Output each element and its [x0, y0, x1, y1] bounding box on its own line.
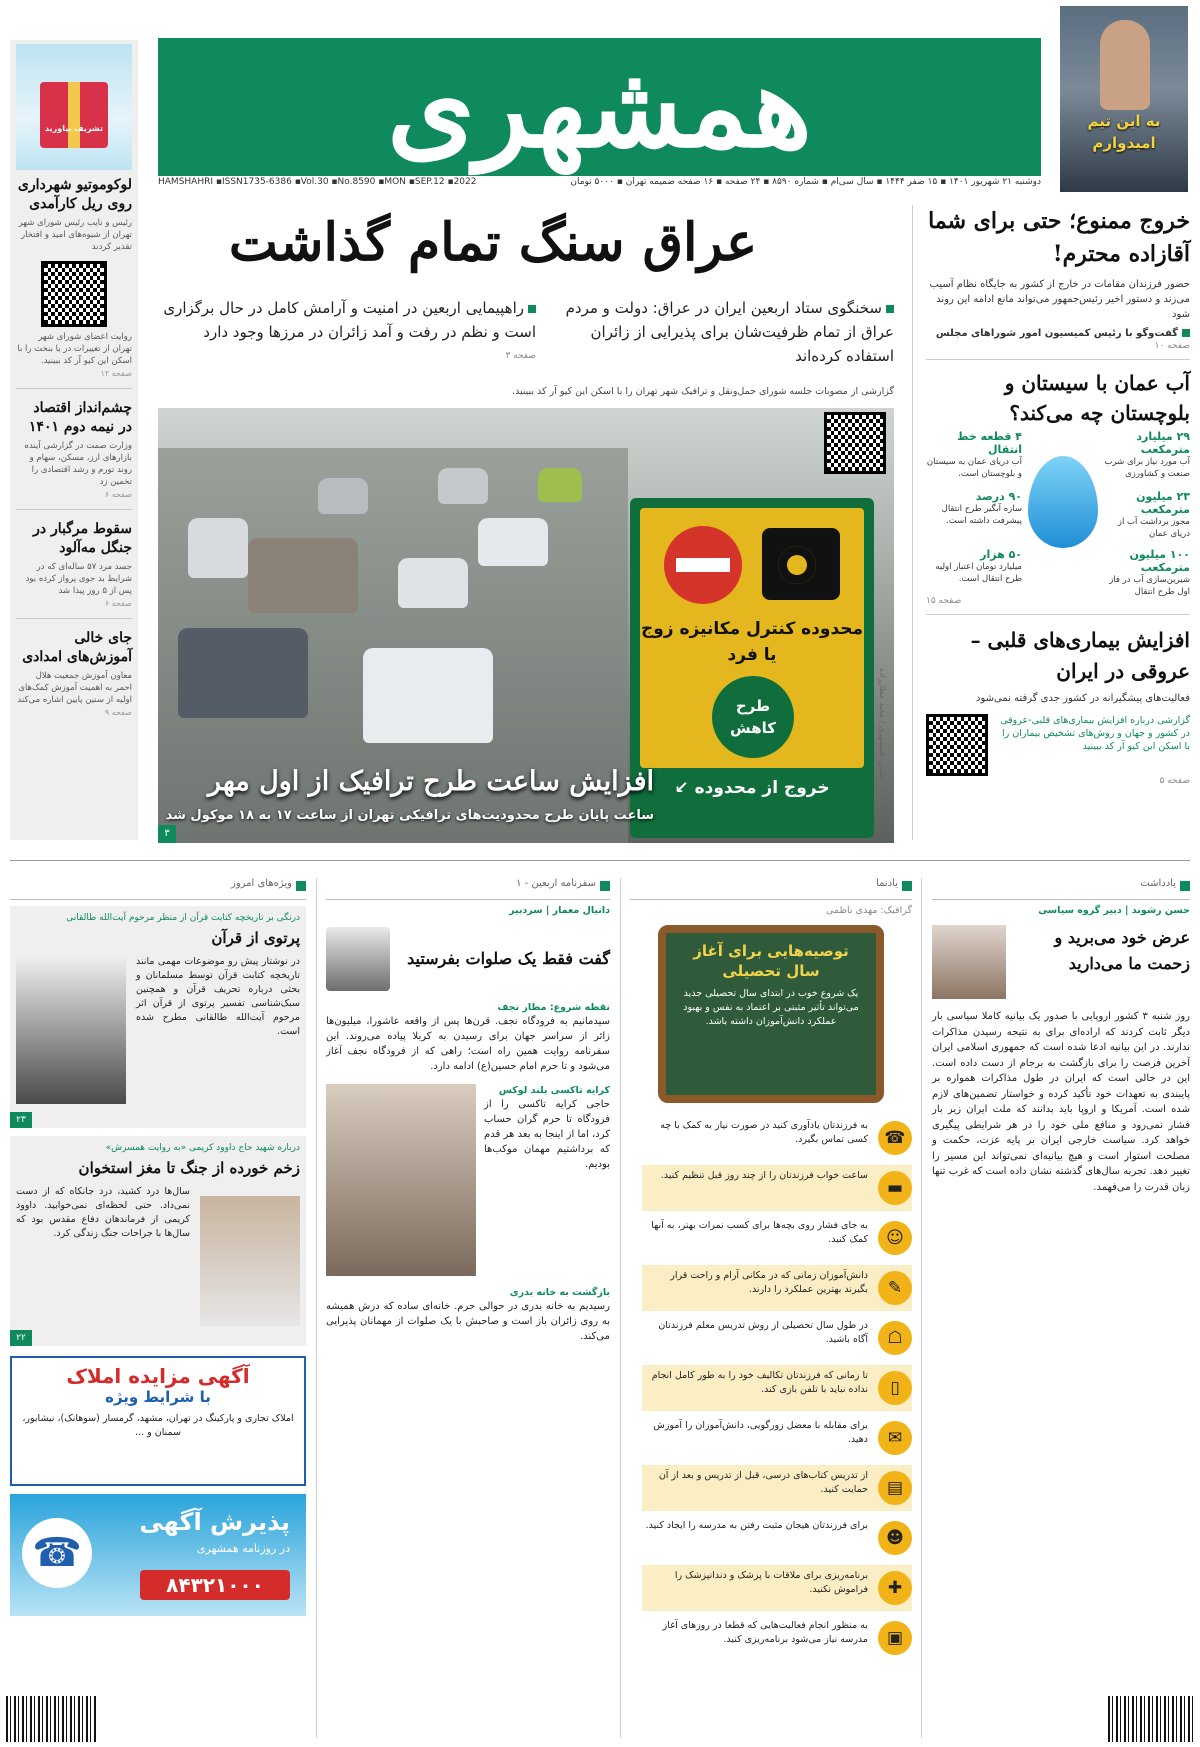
advert-phone[interactable]: ۸۴۳۲۱۰۰۰	[140, 1570, 290, 1600]
travelogue-body: رسیدیم به خانه بدری در حوالی حرم. خانه‌ای ساده که درش همیشه به روی زائران باز است و صاحبش با یک صلوات از مهمانان پذیرایی می‌کند.	[326, 1301, 610, 1342]
tip-item	[642, 1365, 912, 1411]
masthead-logo[interactable]	[158, 38, 1041, 176]
advert-title: پذیرش آگهی	[139, 1508, 290, 1536]
main-photo[interactable]	[158, 408, 894, 843]
stat-label: میلیارد تومان اعتبار اولیه طرح انتقال است.	[935, 562, 1022, 584]
logo-text: همشهری	[387, 41, 812, 173]
left-story-body: جسد مرد ۵۷ ساله‌ای که در شرایط بد جوی پرواز کرده بود پس از ۵ روز پیدا شد	[25, 562, 132, 596]
tip-item	[642, 1415, 912, 1461]
stat-value: ۱۰۰ میلیون مترمکعب	[1129, 548, 1190, 574]
car	[363, 648, 493, 743]
photo-credit: عکس: همشهری / مجید عطارزاده	[878, 668, 887, 781]
tip-item	[642, 1515, 912, 1561]
special-portrait	[200, 1196, 300, 1326]
left-qr-note-text: روایت اعضای شورای شهر تهران از تغییرات در یا بنخت را با اسکن این کیو آر کد ببینید.	[17, 332, 132, 366]
left-qr-code[interactable]	[41, 261, 107, 327]
left-story-body: وزارت صمت در گزارشی آینده بازارهای ارز، مسکن، سهام و روند تورم و رشد اقتصادی را تخمین زد	[24, 441, 132, 487]
travelogue-body: سیدمانیم به فرودگاه نجف. قرن‌ها پس از واقعه عاشورا، میلیون‌ها زائر از سراسر جهان برای رسیدن به کربلا پیاده می‌روند. این سفرنامه روایت همین راه است؛ راهی که از فرودگاه نجف آغاز می‌شود و تا حرم امام حسین(ع) ادامه دارد.	[326, 1016, 610, 1072]
student-icon: ☺	[878, 1221, 912, 1255]
specials-column	[10, 878, 306, 1616]
gift-ribbon-icon	[68, 82, 80, 148]
car	[178, 628, 308, 718]
tip-text: دانش‌آموزان زمانی که در مکانی آرام و راحت قرار بگیرند بهترین عملکرد را دارند.	[670, 1270, 868, 1295]
phone-icon: ☎	[878, 1121, 912, 1155]
stat-block	[1098, 490, 1190, 540]
special-title: پرتوی از قرآن	[211, 929, 300, 947]
barcode-left	[6, 1696, 98, 1742]
tip-item	[642, 1615, 912, 1661]
tip-text: به فرزندتان یادآوری کنید در صورت نیاز به کمک با چه کسی تماس بگیرد.	[660, 1120, 868, 1145]
chalkboard	[658, 925, 884, 1103]
tip-item	[642, 1465, 912, 1511]
car	[538, 468, 582, 502]
main-page-ref: صفحه ۳	[505, 351, 536, 361]
bullet-icon	[528, 305, 536, 313]
column-divider	[316, 878, 317, 1738]
editorial-title[interactable]: عرض خود می‌برید و زحمت ما می‌دارید	[1054, 928, 1190, 973]
tip-text: برنامه‌ریزی برای ملاقات با پزشک و دندانپزشک را فراموش نکنید.	[674, 1570, 868, 1595]
stat-block	[926, 548, 1022, 585]
special-portrait	[16, 954, 126, 1104]
right-column	[926, 205, 1190, 786]
main-subhead-left[interactable]	[158, 296, 536, 368]
tip-text: به جای فشار روی بچه‌ها برای کسب نمرات بهتر، به آنها کمک کنید.	[651, 1220, 868, 1245]
car	[318, 478, 368, 514]
right-story-1[interactable]	[926, 205, 1190, 351]
sign-exit-text	[630, 778, 874, 798]
bullet-icon	[1182, 329, 1190, 337]
tip-item	[642, 1315, 912, 1361]
main-headline[interactable]: عراق سنگ تمام گذاشت	[228, 212, 758, 273]
special-body: در نوشتار پیش رو موضوعات مهمی مانند تاریخچه کتابت قرآن توسط مسلمانان و بحثی درباره تحریف قرآن و همچنین سبک‌شناسی تفسیر پرتوی از قرآن اثر مرحوم آیت‌الله طالقانی مطرح شده است.	[136, 956, 300, 1037]
sign-exit-label: خروج از محدوده	[694, 778, 830, 798]
tip-text: ساعت خواب فرزندتان را از چند روز قبل تنظیم کنید.	[660, 1170, 868, 1181]
left-story-ref: صفحه ۶	[104, 490, 132, 499]
column-divider	[620, 878, 621, 1738]
car	[188, 518, 248, 578]
stat-block	[1098, 548, 1190, 598]
travelogue-author: دانیال معمار | سردبیر	[509, 905, 610, 916]
travelogue-subhead: بازگشت به خانه بدری	[509, 1287, 610, 1298]
travelogue-section-title: سفرنامه اربعین - ۱	[326, 878, 610, 900]
bed-icon: ▬	[878, 1171, 912, 1205]
stat-label: مجوز برداشت آب از دریای عمان	[1117, 517, 1190, 539]
tips-column	[630, 878, 912, 1675]
divider	[926, 614, 1190, 615]
tip-text: برای فرزندتان هیجان مثبت رفتن به مدرسه را ایجاد کنید.	[645, 1520, 868, 1531]
left-story-body: رئیس و نایب رئیس شورای شهر تهران از شیوه‌های امید و افتخار تقدیر کردند	[18, 218, 132, 252]
right-qr-code[interactable]	[926, 714, 988, 776]
sign-panel	[640, 508, 864, 768]
water-drop-icon	[1028, 456, 1098, 548]
travelogue-column	[326, 878, 610, 1344]
dateline-latin: HAMSHAHRI ▪ISSN1735-6386 ▪Vol.30 ▪No.8590 ▪MON ▪SEP.12 ▪2022	[158, 177, 477, 187]
tip-text: از تدریس کتاب‌های درسی، قبل از تدریس و بعد از آن حمایت کنید.	[658, 1470, 868, 1495]
stat-value: ۵۰ هزار	[980, 548, 1022, 561]
travelogue-subhead: کرایه تاکسی بلند لوکس	[498, 1085, 610, 1096]
advert-sub: در روزنامه همشهری	[196, 1542, 290, 1555]
stat-value: ۴ قطعه خط انتقال	[957, 430, 1022, 456]
left-story-title: لوکوموتیو شهرداری روی ریل کارآمدی	[17, 177, 132, 212]
tip-item	[642, 1115, 912, 1161]
left-sidebar	[10, 40, 138, 840]
dateline-persian: دوشنبه ۲۱ شهریور ۱۴۰۱ ▪ ۱۵ صفر ۱۴۴۴ ▪ سال سی‌ام ▪ شماره ۸۵۹۰ ▪ ۲۴ صفحه ▪ ۱۶ صفحه ضمیمه تهران ▪ ۵۰۰۰ تومان	[570, 177, 1041, 187]
left-ad-gift-image[interactable]	[16, 44, 132, 170]
right-story-3-title: افزایش بیماری‌های قلبی – عروقی در ایران	[970, 628, 1190, 683]
tv-icon: ▣	[878, 1621, 912, 1655]
tips-list	[630, 1115, 912, 1675]
right-story-1-ref: صفحه ۱۰	[1154, 341, 1190, 351]
teacher-icon: ☖	[878, 1321, 912, 1355]
stat-value: ۲۹ میلیارد مترمکعب	[1136, 430, 1190, 456]
editorial-section-title: یادداشت	[932, 878, 1190, 900]
left-ad-text: تشریف بیاورید	[45, 124, 103, 133]
special-kicker: درنگی بر تاریخچه کتابت قرآن از منظر مرحوم آیت‌الله طالقانی	[66, 913, 300, 923]
left-story-body: معاون آموزش جمعیت هلال احمر به اهمیت آموزش کمک‌های اولیه از سنین پایین اشاره می‌کند	[17, 671, 132, 705]
photo-page-number: ۳	[158, 825, 176, 843]
tip-text: برای مقابله با معضل زورگویی، دانش‌آموزان را آموزش دهید.	[653, 1420, 868, 1445]
right-story-3[interactable]	[926, 625, 1190, 786]
editorial-column	[932, 878, 1190, 1195]
book-icon: ▤	[878, 1471, 912, 1505]
arrow-icon: ↙	[674, 778, 689, 798]
column-divider	[921, 878, 922, 1738]
specials-section-title: ویژه‌های امروز	[10, 878, 306, 900]
travel-photo[interactable]	[326, 1084, 476, 1276]
stat-block	[926, 490, 1022, 527]
travelogue-body: حاجی کرایه تاکسی را از فرودگاه تا حرم گران حساب کرد، اما از اینجا به بعد هر قدم که برداشتیم مهمان موکب‌ها بودیم.	[484, 1099, 610, 1170]
left-story-3[interactable]	[16, 520, 132, 608]
travelogue-subhead: نقطه شروع: مطار نجف	[497, 1002, 610, 1013]
left-story-4[interactable]	[16, 629, 132, 717]
chalkboard-body: یک شروع خوب در ابتدای سال تحصیلی جدید می‌تواند تأثیر مثبتی بر اعتماد به نفس و بهبود عملکرد دانش‌آموزان داشته باشد.	[683, 988, 859, 1027]
corner-ad-image[interactable]	[1060, 6, 1188, 192]
advert-acceptance-ad[interactable]	[10, 1494, 306, 1616]
stat-label: شیرین‌سازی آب در فاز اول طرح انتقال	[1109, 575, 1190, 597]
tip-item	[642, 1565, 912, 1611]
stat-value: ۹۰ درصد	[975, 490, 1022, 503]
auction-ad-title: آگهی مزایده املاک	[66, 1364, 250, 1388]
auction-ad-sub: با شرایط ویژه	[105, 1388, 211, 1406]
special-story-2[interactable]	[10, 1136, 306, 1346]
special-story-1[interactable]	[10, 906, 306, 1128]
divider	[16, 509, 132, 510]
dateline	[158, 177, 1041, 191]
special-kicker: درباره شهید حاج داوود کریمی «به روایت همسرش»	[105, 1143, 300, 1153]
right-story-3-body: فعالیت‌های پیشگیرانه در کشور جدی گرفته نمی‌شود	[975, 693, 1190, 704]
car	[478, 518, 548, 566]
travelogue-title[interactable]: گفت فقط یک صلوات بفرستید	[407, 949, 610, 968]
photo-qr-note-text: گزارشی از مصوبات جلسه شورای حمل‌ونقل و ترافیک شهر تهران را با اسکن این کیو آر کد ببینید.	[511, 386, 894, 397]
traffic-sign	[630, 498, 874, 838]
photo-subcaption: ساعت پایان طرح محدودیت‌های ترافیکی تهران از ساعت ۱۷ به ۱۸ موکول شد	[165, 808, 654, 823]
stat-value: ۲۳ میلیون مترمکعب	[1136, 490, 1190, 516]
right-story-1-body: حضور فرزندان مقامات در خارج از کشور به جایگاه نظام آسیب می‌زند و دستور اخیر رئیس‌جمهور می‌تواند مانع ادامه این روند شود	[929, 279, 1190, 320]
left-story-ref: صفحه ۶	[104, 599, 132, 608]
stat-block	[1098, 430, 1190, 480]
left-story-1[interactable]	[16, 176, 132, 253]
auction-ad[interactable]	[10, 1356, 306, 1486]
tip-item	[642, 1265, 912, 1311]
phone-icon: ☎	[22, 1518, 92, 1588]
left-story-title: سقوط مرگبار در جنگل مه‌آلود	[33, 521, 132, 556]
tip-text: تا زمانی که فرزندتان تکالیف خود را به طور کامل انجام نداده نباید با تلفن بازی کند.	[651, 1370, 868, 1395]
sign-text: محدوده کنترل مکانیزه زوج یا فرد	[640, 619, 864, 665]
column-divider	[912, 205, 913, 840]
main-subhead-right-text: سخنگوی ستاد اربعین ایران در عراق: دولت و مردم عراق از تمام ظرفیت‌شان برای پذیرایی از زائران استفاده کرده‌اند	[565, 299, 894, 365]
tips-author: گرافیک: مهدی ناظمی	[826, 905, 912, 916]
right-story-3-ref: صفحه ۵	[1159, 776, 1190, 786]
right-story-3-note-text: گزارشی درباره افزایش بیماری‌های قلبی-عروقی در کشور و جهان و روش‌های تشخیص بیماران را با اسکن این کیو آر کد ببینید	[1000, 715, 1190, 752]
right-story-2-title: آب عمان با سیستان و بلوچستان چه می‌کند؟	[1004, 371, 1190, 425]
tip-text: به منظور انجام فعالیت‌هایی که قطعا در روزهای آغاز مدرسه نیاز می‌شود برنامه‌ریزی کنید.	[662, 1620, 868, 1645]
car	[438, 468, 488, 504]
tip-item	[642, 1215, 912, 1261]
right-story-3-note	[996, 714, 1190, 776]
section-divider	[10, 860, 1190, 861]
special-body: سال‌ها درد کشید، درد جانکاه که از دست نمی‌داد. حتی لحظه‌ای نمی‌خوابید. داوود کریمی از فرماندهان دفاع مقدس بود که سال‌ها با جراحات جنگ زندگی کرد.	[16, 1186, 190, 1239]
corner-ad-text: به این تیم امیدوارم	[1087, 112, 1161, 152]
author-portrait	[326, 927, 390, 991]
photo-qr-note	[300, 386, 894, 397]
camera-icon	[762, 528, 840, 600]
left-qr-note	[16, 331, 132, 378]
editorial-author: حسن رشوند | دبیر گروه سیاسی	[1038, 905, 1190, 916]
chalkboard-title: توصیه‌هایی برای آغاز سال تحصیلی	[693, 942, 849, 980]
photo-qr-code[interactable]	[824, 412, 886, 474]
editorial-body: روز شنبه ۳ کشور اروپایی با صدور یک بیانیه کاملا سیاسی بار دیگر ثابت کردند که اراده‌ای برای به نتیجه رسیدن مذاکرات ندارند. در این بیانیه ادعا شده است که جمهوری اسلامی ایران آخرین فرصت را برای بازگشت به برجام از دست داده است. این در حالی است که ایران در طول مذاکرات همواره بر پایبندی به تعهدات خود تأکید کرده و خواستار تضمین‌های لازم شده است. آمریکا و اروپا باید بدانند که ملت ایران زیر بار فشار نمی‌رود و منافع ملی خود را در هر شرایطی پیگیری خواهد کرد. سیاست خارجی ایران بر پایه عزت، حکمت و مصلحت استوار است و هیچ بیانیه‌ای نمی‌تواند این مسیر را تغییر دهد. تجربه سال‌های گذشته نشان داده است که غرب تنها زبان قدرت را می‌فهمد.	[932, 1011, 1190, 1193]
stat-block	[926, 430, 1022, 480]
author-avatar	[932, 925, 1006, 999]
divider	[926, 359, 1190, 360]
left-story-title: جای خالی آموزش‌های امدادی	[22, 630, 132, 665]
desk-icon: ✎	[878, 1271, 912, 1305]
mobile-icon: ▯	[878, 1371, 912, 1405]
special-title: زخم خورده از جنگ تا مغز استخوان	[78, 1159, 300, 1177]
car	[248, 538, 358, 613]
main-subhead-right[interactable]	[550, 296, 894, 368]
right-story-2-ref: صفحه ۱۵	[926, 596, 962, 606]
divider	[16, 618, 132, 619]
sign-circle: طرح کاهش	[712, 676, 794, 758]
left-story-2[interactable]	[16, 399, 132, 499]
chat-icon: ✉	[878, 1421, 912, 1455]
bullet-icon	[886, 305, 894, 313]
divider	[16, 388, 132, 389]
barcode-right	[1108, 1696, 1194, 1742]
main-subhead-left-text: راهپیمایی اربعین در امنیت و آرامش کامل در حال برگزاری است و نظم در رفت و آمد زائران در مرزها وجود دارد	[163, 299, 536, 341]
special-page-number: ۲۲	[10, 1330, 32, 1346]
stat-label: آب مورد نیاز برای شرب صنعت و کشاورزی	[1104, 457, 1190, 479]
tips-section-title: یادنما	[630, 878, 912, 900]
right-story-1-title: خروج ممنوع؛ حتی برای شما آقازاده محترم!	[928, 208, 1190, 267]
no-entry-icon	[664, 526, 742, 604]
stat-label: آب دریای عمان به سیستان و بلوچستان است.	[926, 457, 1022, 479]
smile-icon: ☻	[878, 1521, 912, 1555]
stat-label: سازه آبگیر طرح انتقال پیشرفت داشته است.	[941, 504, 1022, 526]
left-qr-note-ref: صفحه ۱۲	[100, 369, 132, 378]
right-story-2[interactable]	[926, 368, 1190, 608]
left-story-title: چشم‌انداز اقتصاد در نیمه دوم ۱۴۰۱	[28, 400, 132, 435]
auction-ad-body: املاک تجاری و پارکینگ در تهران، مشهد، گرمسار (سوهانک)، نیشابور، سمنان و ...	[22, 1413, 294, 1438]
doctor-icon: ✚	[878, 1571, 912, 1605]
photo-caption: افزایش ساعت طرح ترافیک از اول مهر	[207, 766, 654, 797]
right-story-1-link-text: گفت‌وگو با رئیس کمیسیون امور شوراهای مجلس	[935, 328, 1178, 339]
tip-item	[642, 1165, 912, 1211]
person-figure	[1100, 20, 1150, 110]
right-story-1-link[interactable]	[926, 326, 1190, 341]
special-page-number: ۲۳	[10, 1112, 32, 1128]
left-story-ref: صفحه ۹	[104, 708, 132, 717]
tip-text: در طول سال تحصیلی از روش تدریس معلم فرزندتان آگاه باشید.	[658, 1320, 868, 1345]
car	[398, 558, 468, 608]
